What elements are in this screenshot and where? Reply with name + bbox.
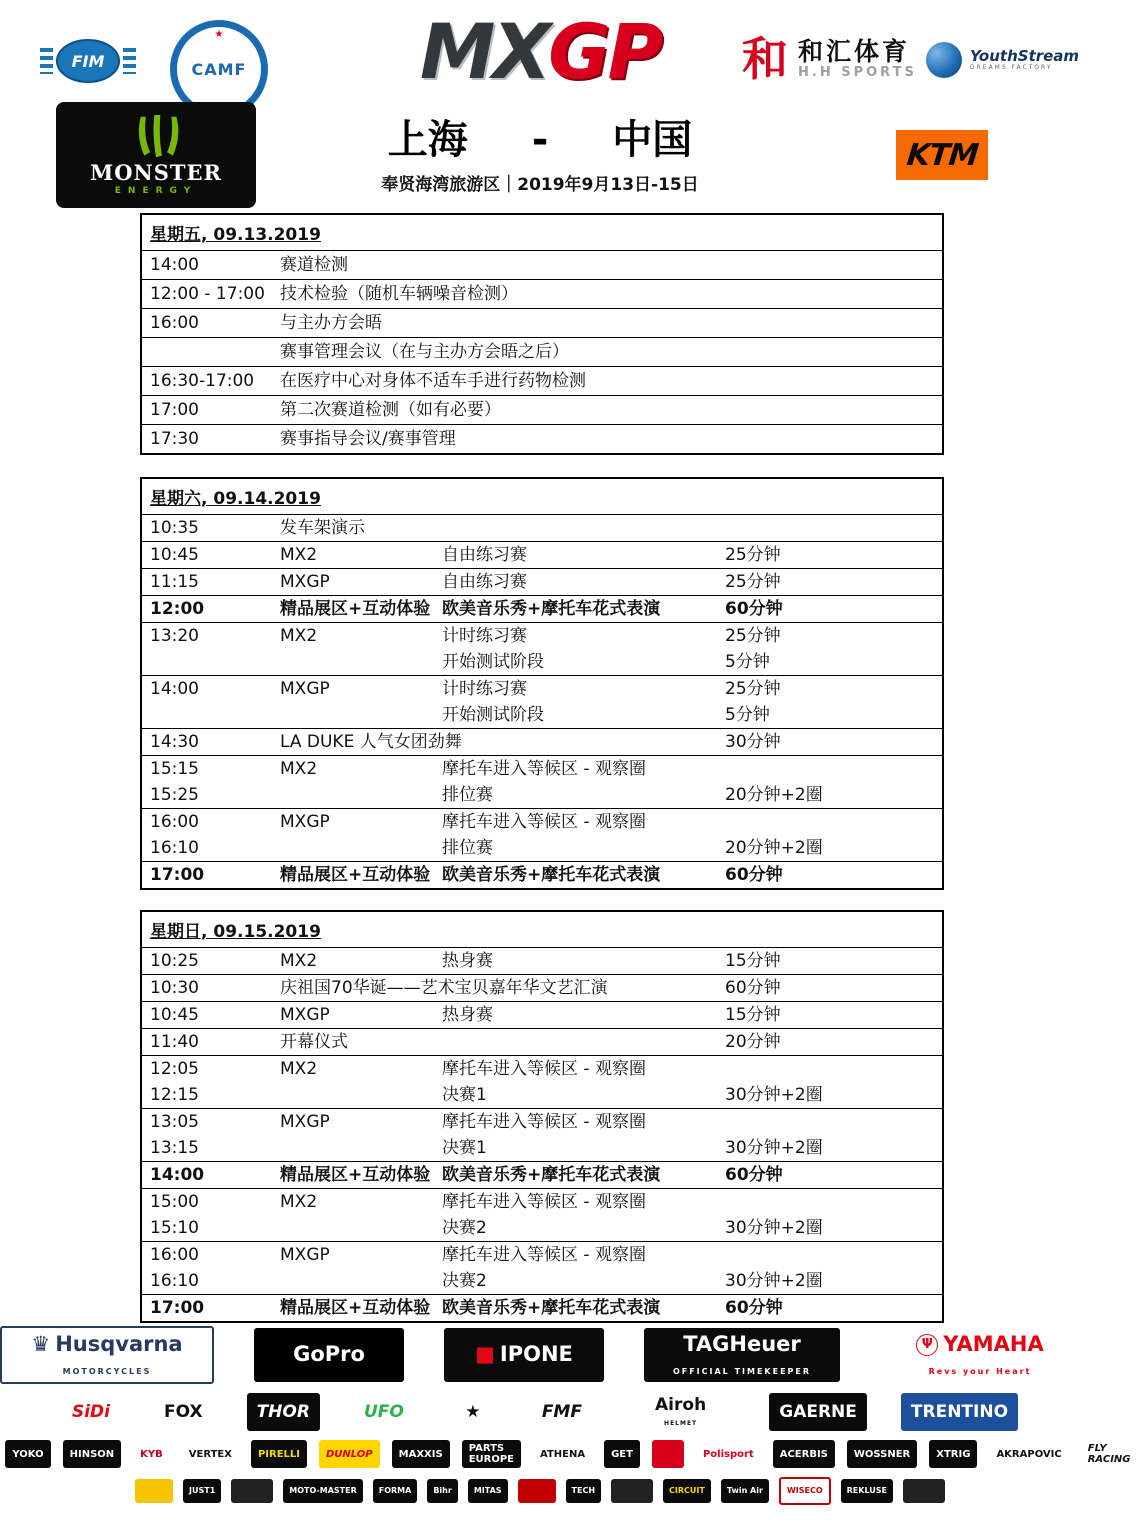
sponsor-hinson: [63, 1440, 122, 1468]
sponsor-just1: [183, 1479, 221, 1503]
schedule-row: [142, 1295, 942, 1321]
time-cell: 17:00: [150, 400, 199, 420]
sponsor-label: PARTS EUROPE: [468, 1443, 514, 1465]
group-cell: MX2: [280, 951, 318, 971]
group-cell: 赛事指导会议/赛事管理: [280, 429, 456, 449]
sponsor-get: [604, 1440, 640, 1468]
time-cell: 13:15: [150, 1138, 199, 1158]
ktm-logo-text: KTM: [904, 137, 980, 173]
sponsor-husqvarna: [0, 1326, 214, 1384]
duration-cell: 30分钟+2圈: [725, 1271, 823, 1291]
sponsor-kyb: [133, 1440, 170, 1468]
activity-cell: 开始测试阶段: [442, 705, 544, 725]
sponsor-row-secondary: [62, 1393, 1018, 1431]
sponsor-label: DUNLOP: [326, 1448, 373, 1460]
sponsor-sublabel: MOTORCYCLES: [62, 1366, 152, 1376]
schedule-line: [142, 1215, 942, 1241]
sponsor-label: CIRCUIT: [669, 1485, 705, 1495]
time-cell: 10:45: [150, 1005, 199, 1025]
table-title-row: [142, 479, 942, 515]
youthstream-globe-icon: [926, 42, 962, 78]
group-cell: MXGP: [280, 679, 330, 699]
schedule-row: [142, 1242, 942, 1295]
time-cell: 12:15: [150, 1085, 199, 1105]
duration-cell: 25分钟: [725, 626, 781, 646]
table-title: 星期日, 09.15.2019: [150, 922, 321, 942]
activity-cell: 排位赛: [442, 838, 493, 858]
schedule-line: [142, 1056, 942, 1082]
duration-cell: 20分钟+2圈: [725, 838, 823, 858]
event-city: 上海: [387, 117, 468, 163]
sponsor-maxxis: [392, 1440, 450, 1468]
schedule-line: [142, 756, 942, 782]
sponsor-label: UFO: [363, 1401, 404, 1422]
sponsor-sidi: [62, 1393, 120, 1431]
group-cell: 精品展区+互动体验: [280, 1298, 431, 1318]
group-cell: 庆祖国70华诞——艺术宝贝嘉年华文艺汇演: [280, 978, 608, 998]
schedule-row: [142, 425, 942, 453]
time-cell: 16:00: [150, 313, 199, 333]
time-cell: 12:05: [150, 1059, 199, 1079]
sponsor-label: TAGHeuer: [683, 1332, 801, 1357]
sponsor-wiseco: [779, 1477, 831, 1505]
schedule-row: [142, 338, 942, 367]
sponsor-moto-master: [283, 1479, 362, 1503]
time-cell: 11:40: [150, 1032, 199, 1052]
time-cell: 10:35: [150, 518, 199, 538]
time-cell: 17:00: [150, 865, 205, 885]
schedule-line: [142, 1189, 942, 1215]
sponsor-dunlop: [319, 1440, 380, 1468]
activity-cell: 摩托车进入等候区 - 观察圈: [442, 812, 646, 832]
table-title-row: [142, 215, 942, 251]
time-cell: 16:10: [150, 838, 199, 858]
group-cell: 在医疗中心对身体不适车手进行药物检测: [280, 371, 586, 391]
duration-cell: 60分钟: [725, 1165, 783, 1185]
table-body: [142, 515, 942, 888]
schedule-row: [142, 251, 942, 280]
activity-cell: 热身赛: [442, 951, 493, 971]
hhsports-logo: [742, 32, 917, 86]
schedule-line: [142, 975, 942, 1001]
group-cell: MX2: [280, 626, 318, 646]
sponsor-label: MOTO-MASTER: [289, 1485, 357, 1495]
sponsor-label: Airoh: [655, 1394, 707, 1415]
group-cell: 精品展区+互动体验: [280, 1165, 431, 1185]
sponsor-logo: [611, 1479, 653, 1503]
schedule-line: [142, 1268, 942, 1294]
sponsor-mitas: [468, 1479, 508, 1503]
sponsor-tech: [566, 1479, 602, 1503]
schedule-row: [142, 948, 942, 975]
sponsor-label: FMF: [541, 1401, 582, 1422]
sponsor-label: TECH: [571, 1485, 596, 1495]
camf-logo-text: CAMF: [191, 59, 247, 79]
activity-cell: 摩托车进入等候区 - 观察圈: [442, 1245, 646, 1265]
sponsor-label: YAMAHA: [943, 1332, 1044, 1357]
sponsor-trentino: [901, 1393, 1018, 1431]
sponsor-row-tertiary: [0, 1440, 1138, 1468]
schedule-row: [142, 542, 942, 569]
sponsor-label: ACERBIS: [779, 1448, 828, 1460]
table-body: [142, 948, 942, 1321]
sponsor-label: XTRIG: [936, 1448, 971, 1460]
group-cell: MXGP: [280, 1005, 330, 1025]
schedule-row: [142, 596, 942, 623]
time-cell: 10:30: [150, 978, 199, 998]
activity-cell: 开始测试阶段: [442, 652, 544, 672]
time-cell: 15:15: [150, 759, 199, 779]
schedule-line: [142, 676, 942, 702]
schedule-line: [142, 862, 942, 888]
schedule-line: [142, 649, 942, 675]
schedule-line: [142, 425, 942, 453]
schedule-line: [142, 1135, 942, 1161]
duration-cell: 30分钟+2圈: [725, 1138, 823, 1158]
sponsor-label: GAERNE: [779, 1401, 857, 1422]
sponsor-logo: [652, 1440, 684, 1468]
group-cell: MXGP: [280, 1112, 330, 1132]
monster-wordmark: MONSTER: [90, 159, 222, 185]
schedule-table-saturday: [140, 477, 944, 890]
activity-cell: 排位赛: [442, 785, 493, 805]
duration-cell: 5分钟: [725, 705, 770, 725]
schedule-row: [142, 676, 942, 729]
time-cell: 16:00: [150, 1245, 199, 1265]
duration-cell: 25分钟: [725, 545, 781, 565]
sponsor-logo: [448, 1393, 498, 1431]
activity-cell: 摩托车进入等候区 - 观察圈: [442, 1059, 646, 1079]
sponsor-akrapovic: [989, 1440, 1068, 1468]
schedule-row: [142, 1189, 942, 1242]
table-title: 星期五, 09.13.2019: [150, 225, 321, 245]
sponsor-label: IPONE: [499, 1342, 573, 1367]
group-cell: MX2: [280, 1059, 318, 1079]
sponsor-ipone: [444, 1328, 604, 1382]
sponsor-label: Husqvarna: [55, 1332, 183, 1357]
duration-cell: 60分钟: [725, 865, 783, 885]
sponsor-gaerne: [769, 1393, 867, 1431]
star-icon: ★: [465, 1401, 481, 1422]
sponsor-fox: [154, 1393, 213, 1431]
group-cell: 发车架演示: [280, 518, 365, 538]
group-cell: 开幕仪式: [280, 1032, 348, 1052]
time-cell: 14:30: [150, 732, 199, 752]
activity-cell: 热身赛: [442, 1005, 493, 1025]
schedule-line: [142, 835, 942, 861]
schedule-line: [142, 338, 942, 366]
sponsor-label: VERTEX: [188, 1448, 232, 1460]
mxgp-logo-gp: GP: [548, 7, 661, 96]
activity-cell: 摩托车进入等候区 - 观察圈: [442, 759, 646, 779]
hhsports-name-en: H.H SPORTS: [798, 64, 917, 80]
group-cell: MXGP: [280, 812, 330, 832]
sponsor-label: MAXXIS: [398, 1448, 443, 1460]
sponsor-tagheuer: [644, 1328, 840, 1382]
sponsor-footer: [0, 1326, 1131, 1505]
sponsor-label: FORMA: [378, 1485, 412, 1495]
duration-cell: 30分钟: [725, 732, 781, 752]
schedule-line: [142, 280, 942, 308]
sponsor-label: GET: [611, 1448, 633, 1460]
schedule-line: [142, 569, 942, 595]
time-cell: 12:00: [150, 599, 205, 619]
activity-cell: 决赛2: [442, 1271, 487, 1291]
schedule-row: [142, 396, 942, 425]
sponsor-sublabel: OFFICIAL TIMEKEEPER: [672, 1366, 812, 1376]
group-cell: MX2: [280, 545, 318, 565]
activity-cell: 决赛1: [442, 1138, 487, 1158]
schedule-table-friday: [140, 213, 944, 455]
sponsor-logo: [518, 1479, 556, 1503]
group-cell: MX2: [280, 759, 318, 779]
sponsor-vertex: [182, 1440, 239, 1468]
fim-logo-text: FIM: [71, 51, 105, 71]
sponsor-circuit: [663, 1479, 711, 1503]
schedule-row: [142, 1029, 942, 1056]
duration-cell: 20分钟: [725, 1032, 781, 1052]
sponsor-label: THOR: [256, 1401, 310, 1422]
sponsor-airoh: [626, 1393, 735, 1431]
sponsor-fly-racing: [1081, 1440, 1138, 1468]
schedule-row: [142, 1002, 942, 1029]
hhsports-seal-icon: 和: [742, 32, 788, 86]
sponsor-yamaha: [880, 1328, 1080, 1382]
group-cell: MXGP: [280, 572, 330, 592]
sponsor-xtrig: [929, 1440, 977, 1468]
table-title-row: [142, 912, 942, 948]
group-cell: MX2: [280, 1192, 318, 1212]
schedule-table-sunday: [140, 910, 944, 1323]
activity-cell: 自由练习赛: [442, 545, 527, 565]
sponsor-label: HINSON: [69, 1448, 115, 1460]
schedule-row: [142, 1109, 942, 1162]
sponsor-wossner: [847, 1440, 917, 1468]
schedule-line: [142, 1082, 942, 1108]
time-cell: 15:25: [150, 785, 199, 805]
event-title: [0, 118, 1080, 162]
schedule-row: [142, 1056, 942, 1109]
group-cell: 第二次赛道检测（如有必要）: [280, 400, 501, 420]
group-cell: 与主办方会晤: [280, 313, 382, 333]
sponsor-label: PIRELLI: [257, 1448, 300, 1460]
activity-cell: 欧美音乐秀+摩托车花式表演: [442, 865, 661, 885]
time-cell: 14:00: [150, 679, 199, 699]
group-cell: LA DUKE 人气女团劲舞: [280, 732, 462, 752]
schedule-line: [142, 623, 942, 649]
schedule-row: [142, 280, 942, 309]
duration-cell: 60分钟: [725, 978, 781, 998]
sponsor-label: ATHENA: [540, 1448, 586, 1460]
table-body: [142, 251, 942, 453]
schedule-line: [142, 515, 942, 541]
time-cell: 12:00 - 17:00: [150, 284, 265, 304]
duration-cell: 30分钟+2圈: [725, 1085, 823, 1105]
youthstream-tagline: DREAMS FACTORY: [970, 63, 1053, 71]
group-cell: 精品展区+互动体验: [280, 865, 431, 885]
crown-icon: ♛: [31, 1332, 51, 1357]
activity-cell: 欧美音乐秀+摩托车花式表演: [442, 599, 661, 619]
sponsor-athena: [533, 1440, 592, 1468]
table-title: 星期六, 09.14.2019: [150, 489, 321, 509]
schedule-row: [142, 515, 942, 542]
sponsor-label: FLY RACING: [1087, 1443, 1131, 1465]
schedule-line: [142, 309, 942, 337]
sponsor-label: FOX: [163, 1401, 203, 1422]
sponsor-label: Twin Air: [726, 1485, 763, 1495]
sponsor-label: MITAS: [473, 1485, 502, 1495]
group-cell: 技术检验（随机车辆噪音检测）: [280, 284, 518, 304]
sponsor-row-primary: [0, 1326, 1080, 1384]
sponsor-rekluse: [841, 1479, 893, 1503]
schedule-line: [142, 542, 942, 568]
duration-cell: 25分钟: [725, 572, 781, 592]
activity-cell: 摩托车进入等候区 - 观察圈: [442, 1112, 646, 1132]
activity-cell: 自由练习赛: [442, 572, 527, 592]
time-cell: 17:30: [150, 429, 199, 449]
time-cell: 10:25: [150, 951, 199, 971]
time-cell: 13:20: [150, 626, 199, 646]
mxgp-logo-mx: MX: [419, 7, 549, 96]
schedule-line: [142, 948, 942, 974]
schedule-line: [142, 1002, 942, 1028]
time-cell: 16:30-17:00: [150, 371, 255, 391]
sponsor-row-quaternary: [135, 1477, 945, 1505]
youthstream-logo: [926, 42, 1079, 78]
event-country: 中国: [612, 117, 693, 163]
sponsor-label: JUST1: [189, 1485, 216, 1495]
group-cell: 精品展区+互动体验: [280, 599, 431, 619]
schedule-line: [142, 251, 942, 279]
time-cell: 13:05: [150, 1112, 199, 1132]
sponsor-fmf: [532, 1393, 592, 1431]
sponsor-label: SiDi: [71, 1401, 110, 1422]
schedule-line: [142, 1295, 942, 1321]
sponsor-label: WOSSNER: [853, 1448, 911, 1460]
event-subtitle: 奉贤海湾旅游区｜2019年9月13日-15日: [381, 175, 699, 195]
schedule-row: [142, 975, 942, 1002]
activity-cell: 决赛1: [442, 1085, 487, 1105]
time-cell: 15:10: [150, 1218, 199, 1238]
sponsor-logo: [903, 1479, 945, 1503]
schedule-line: [142, 596, 942, 622]
duration-cell: 15分钟: [725, 1005, 781, 1025]
sponsor-label: Polisport: [702, 1448, 754, 1460]
sponsor-acerbis: [773, 1440, 835, 1468]
duration-cell: 15分钟: [725, 951, 781, 971]
monster-energy-text: ENERGY: [114, 185, 198, 196]
sponsor-label: Bihr: [433, 1485, 452, 1495]
time-cell: 14:00: [150, 255, 199, 275]
sponsor-sublabel: HELMET: [664, 1420, 698, 1428]
schedule-row: [142, 367, 942, 396]
mxgp-logo: [0, 7, 1080, 96]
schedule-row: [142, 623, 942, 676]
sponsor-logo: [135, 1479, 173, 1503]
sponsor-gopro: [254, 1328, 404, 1382]
schedule-row: [142, 309, 942, 338]
schedule-line: [142, 367, 942, 395]
sponsor-label: WISECO: [786, 1485, 823, 1495]
schedule-line: [142, 1162, 942, 1188]
schedule-line: [142, 1242, 942, 1268]
event-title-separator: -: [531, 117, 549, 163]
youthstream-name: YouthStream: [970, 47, 1080, 66]
sponsor-label: AKRAPOVIC: [996, 1448, 1062, 1460]
square-icon: ■: [475, 1342, 495, 1367]
duration-cell: 30分钟+2圈: [725, 1218, 823, 1238]
schedule-row: [142, 569, 942, 596]
duration-cell: 60分钟: [725, 1298, 783, 1318]
activity-cell: 计时练习赛: [442, 626, 527, 646]
sponsor-label: YOKO: [12, 1448, 44, 1460]
sponsor-label: GoPro: [293, 1342, 365, 1367]
schedule-line: [142, 809, 942, 835]
group-cell: MXGP: [280, 1245, 330, 1265]
sponsor-twin-air: [721, 1479, 769, 1503]
time-cell: 16:10: [150, 1271, 199, 1291]
time-cell: 17:00: [150, 1298, 205, 1318]
camf-star-icon: ★: [214, 29, 224, 40]
schedule-row: [142, 756, 942, 809]
sponsor-logo: [231, 1479, 273, 1503]
sponsor-sublabel: Revs your Heart: [928, 1366, 1032, 1376]
sponsor-pirelli: [251, 1440, 307, 1468]
sponsor-label: KYB: [140, 1448, 163, 1460]
sponsor-ufo: [354, 1393, 414, 1431]
sponsor-yoko: [5, 1440, 50, 1468]
schedule-row: [142, 862, 942, 888]
activity-cell: 决赛2: [442, 1218, 487, 1238]
group-cell: 赛事管理会议（在与主办方会晤之后）: [280, 342, 569, 362]
schedule-line: [142, 1109, 942, 1135]
schedule-row: [142, 809, 942, 862]
schedule-line: [142, 1029, 942, 1055]
time-cell: 16:00: [150, 812, 199, 832]
sponsor-polisport: [696, 1440, 761, 1468]
hhsports-name-cn: 和汇体育: [798, 37, 911, 67]
duration-cell: 25分钟: [725, 679, 781, 699]
schedule-line: [142, 782, 942, 808]
activity-cell: 计时练习赛: [442, 679, 527, 699]
sponsor-forma: [373, 1479, 418, 1503]
schedule-row: [142, 1162, 942, 1189]
schedule-line: [142, 729, 942, 755]
schedule-line: [142, 396, 942, 424]
schedule-row: [142, 729, 942, 756]
activity-cell: 欧美音乐秀+摩托车花式表演: [442, 1298, 661, 1318]
sponsor-label: REKLUSE: [846, 1485, 887, 1495]
sponsor-parts-europe: [462, 1440, 521, 1468]
sponsor-label: TRENTINO: [910, 1401, 1009, 1422]
duration-cell: 60分钟: [725, 599, 783, 619]
time-cell: 15:00: [150, 1192, 199, 1212]
schedule-line: [142, 702, 942, 728]
duration-cell: 5分钟: [725, 652, 770, 672]
time-cell: 11:15: [150, 572, 199, 592]
fork-icon: Ψ: [916, 1334, 938, 1356]
sponsor-bihr: [427, 1479, 457, 1503]
sponsor-thor: [247, 1393, 320, 1431]
activity-cell: 摩托车进入等候区 - 观察圈: [442, 1192, 646, 1212]
duration-cell: 20分钟+2圈: [725, 785, 823, 805]
activity-cell: 欧美音乐秀+摩托车花式表演: [442, 1165, 661, 1185]
time-cell: 10:45: [150, 545, 199, 565]
time-cell: 14:00: [150, 1165, 205, 1185]
group-cell: 赛道检测: [280, 255, 348, 275]
